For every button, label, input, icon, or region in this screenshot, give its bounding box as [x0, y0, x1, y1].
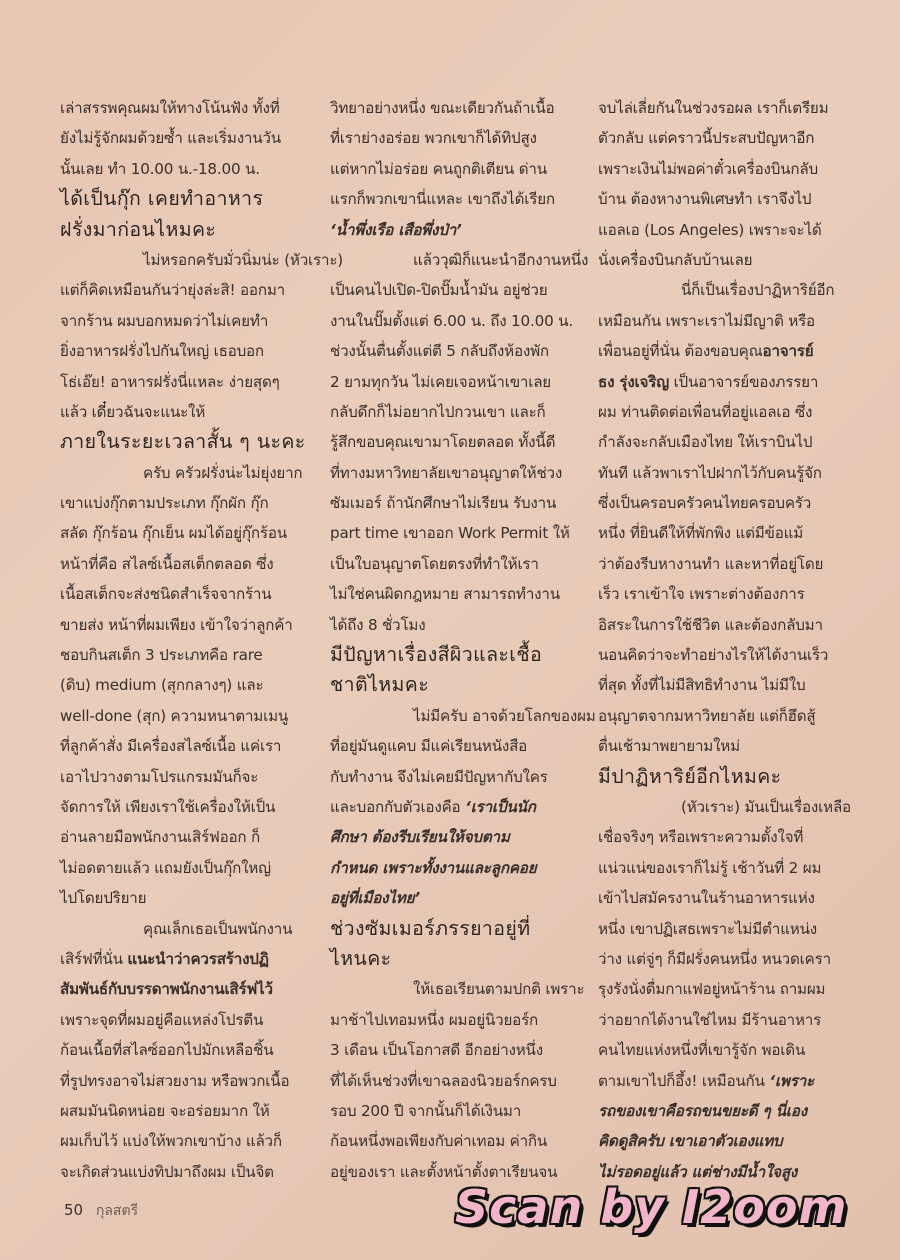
plain-text: รอบ 200 ปี จากนั้นก็ได้เงินมา: [330, 1101, 522, 1120]
body-text-line: [330, 397, 582, 427]
body-text-line: [330, 974, 585, 1004]
plain-text: วิทยาอย่างหนึ่ง ขณะเดียวกันถ้าเนื้อ: [330, 99, 555, 117]
plain-text: ที่สุด ทั้งที่ไม่มีสิทธิทำงาน ไม่มีใบ: [598, 676, 806, 695]
plain-text: well-done (สุก) ความหนาตามเมนู: [60, 706, 289, 725]
page-number: 50: [64, 1201, 84, 1219]
body-text-line: [60, 336, 312, 366]
plain-text: เนื้อสเต็กจะส่งชนิดสำเร็จจากร้าน: [60, 585, 272, 604]
plain-text: ตามเขาไปก็อึ้ง! เหมือนกัน: [598, 1071, 770, 1090]
body-text-line: [330, 1096, 582, 1126]
body-text-line: [60, 974, 312, 1004]
interview-question-line: มีปัญหาเรื่องสีผิวและเชื้อ: [330, 643, 543, 667]
bold-text: แนะนำว่าควรสร้างปฏิ: [127, 949, 269, 968]
body-text-line: [598, 792, 850, 822]
body-text-line: [60, 883, 312, 913]
interview-question-line: ช่วงซัมเมอร์ภรรยาอยู่ที่: [330, 916, 531, 940]
plain-text: ก้อนเนื้อที่สไลซ์ออกไปมักเหลือชิ้น: [60, 1041, 274, 1060]
body-text-line: [330, 93, 582, 123]
plain-text: รู้สึกขอบคุณเขามาโดยตลอด ทั้งนี้ดี: [330, 433, 556, 452]
body-text-line: [60, 93, 312, 123]
plain-text: ครับ ครัวฝรั่งน่ะไม่ยุ่งยาก: [143, 463, 303, 482]
body-text-line: [60, 1005, 312, 1035]
plain-text: อ่านลายมือพนักงานเสิร์ฟออก ก็: [60, 828, 261, 847]
body-text-line: [60, 397, 312, 427]
plain-text: ผสมมันนิดหน่อย จะอร่อยมาก ให้: [60, 1101, 270, 1120]
plain-text: เสิร์ฟที่นั่น: [60, 949, 128, 968]
body-text-line: [60, 822, 312, 852]
plain-text: ไปโดยปริยาย: [60, 889, 147, 908]
plain-text: 3 เดือน เป็นโอกาสดี อีกอย่างหนึ่ง: [330, 1041, 543, 1060]
body-text-line: [330, 215, 582, 245]
plain-text: เป็นคนไปเปิด-ปิดปั๊มน้ำมัน อยู่ช่วย: [330, 281, 548, 300]
plain-text: ขายส่ง หน้าที่ผมเพียง เข้าใจว่าลูกค้า: [60, 615, 293, 634]
bold-italic-quote: อยู่ที่เมืองไทย’: [330, 889, 420, 908]
body-text-line: [60, 914, 312, 944]
body-text-line: [60, 1096, 312, 1126]
bold-italic-quote: ศึกษา ต้องรีบเรียนให้จบตาม: [330, 828, 510, 847]
body-text-line: [330, 427, 582, 457]
plain-text: เป็นอาจารย์ของภรรยา: [668, 372, 819, 391]
interview-question-line: ได้เป็นกุ๊ก เคยทำอาหาร: [60, 187, 264, 211]
plain-text: ไม่มีครับ อาจด้วยโลกของผม: [413, 706, 596, 725]
plain-text: ยังไม่รู้จักผมด้วยซ้ำ และเริ่มงานวัน: [60, 129, 281, 148]
plain-text: จัดการให้ เพียงเราใช้เครื่องให้เป็น: [60, 797, 276, 816]
body-text-line: [598, 488, 850, 518]
body-text-line: [330, 154, 582, 184]
plain-text: ได้ถึง 8 ชั่วโมง: [330, 615, 426, 634]
interview-question-line: ภายในระยะเวลาสั้น ๆ นะคะ: [60, 430, 306, 454]
body-text-line: [598, 215, 850, 245]
body-text-line: [598, 822, 850, 852]
plain-text: บ้าน ต้องหางานพิเศษทำ เราจึงไป: [598, 190, 812, 209]
plain-text: แต่หากไม่อร่อย คนถูกติเตียน ด่าน: [330, 159, 547, 178]
body-text-line: [598, 367, 850, 397]
plain-text: นี่ก็เป็นเรื่องปาฏิหาริย์อีก: [681, 281, 835, 300]
plain-text: ทันที แล้วพาเราไปฝากไว้กับคนรู้จัก: [598, 463, 822, 482]
plain-text: ซัมเมอร์ ถ้านักศึกษาไม่เรียน รับงาน: [330, 494, 557, 513]
plain-text: จบไล่เลี่ยกันในช่วงรอผล เราก็เตรียม: [598, 99, 829, 117]
scan-watermark: Scan by I2oom: [455, 1180, 848, 1234]
plain-text: เหมือนกัน เพราะเราไม่มีญาติ หรือ: [598, 311, 815, 330]
plain-text: ไม่หรอกครับมั่วนิ่มน่ะ (หัวเราะ): [143, 250, 344, 269]
body-text-line: [60, 1157, 312, 1187]
bold-text: อาจารย์: [762, 342, 814, 361]
body-text-line: [330, 853, 582, 883]
plain-text: นอนคิดว่าจะทำอย่างไรให้ได้งานเร็ว: [598, 646, 829, 665]
body-text-line: [598, 914, 850, 944]
plain-text: ว่าต้องรีบหางานทำ และหาที่อยู่โดย: [598, 554, 824, 573]
plain-text: เพราะเงินไม่พอค่าตั๋วเครื่องบินกลับ: [598, 159, 818, 178]
body-text-line: [598, 336, 850, 366]
plain-text: นั่งเครื่องบินกลับบ้านเลย: [598, 250, 753, 269]
body-text-line: [330, 367, 582, 397]
body-text-line: [60, 306, 312, 336]
plain-text: ไม่อดตายแล้ว แถมยังเป็นกุ๊กใหญ่: [60, 858, 271, 877]
plain-text: คุณเล็กเธอเป็นพนักงาน: [143, 919, 293, 938]
plain-text: แรกก็พวกเขานี่แหละ เขาถึงได้เรียก: [330, 190, 555, 209]
bold-italic-quote: ‘เราเป็นนัก: [465, 797, 536, 816]
body-text-line: [60, 275, 312, 305]
plain-text: เพราะจุดที่ผมอยู่คือแหล่งโปรตีน: [60, 1010, 264, 1029]
body-text-line: [598, 731, 850, 761]
plain-text: แอลเอ (Los Angeles) เพราะจะได้: [598, 220, 822, 239]
body-text-line: [598, 1005, 850, 1035]
body-text-line: [60, 610, 312, 640]
body-text-line: [60, 245, 344, 275]
body-text-line: [60, 367, 312, 397]
body-text-line: [598, 306, 850, 336]
body-text-line: [330, 306, 582, 336]
body-text-line: [598, 974, 850, 1004]
plain-text: จะเกิดส่วนแบ่งทิปมาถึงผม เป็นจิต: [60, 1162, 274, 1181]
plain-text: part time เขาออก Work Permit ให้: [330, 524, 570, 543]
body-text-line: [330, 518, 582, 548]
body-text-line: [598, 123, 850, 153]
plain-text: ที่ลูกค้าสั่ง มีเครื่องสไลซ์เนื้อ แค่เรา: [60, 737, 282, 756]
plain-text: ผมเก็บไว้ แบ่งให้พวกเขาบ้าง แล้วก็: [60, 1132, 282, 1151]
body-text-line: [60, 1066, 312, 1096]
interview-question-line: ฝรั่งมาก่อนไหมคะ: [60, 217, 217, 241]
plain-text: หนึ่ง ที่ยินดีให้ที่พักพิง แต่มีข้อแม้: [598, 524, 804, 543]
body-text-line: [598, 518, 850, 548]
body-text-line: [60, 579, 312, 609]
body-text-line: [60, 640, 312, 670]
body-text-line: [60, 670, 312, 700]
plain-text: คนไทยแห่งหนึ่งที่เขารู้จัก พอเดิน: [598, 1041, 806, 1060]
body-text-line: [330, 1035, 582, 1065]
body-text-line: [60, 731, 312, 761]
body-text-line: [598, 1126, 850, 1156]
magazine-name: กุลสตรี: [95, 1203, 139, 1219]
plain-text: เขาแบ่งกุ๊กตามประเภท กุ๊กผัก กุ๊ก: [60, 494, 269, 513]
plain-text: ช่วงนั้นตื่นตั้งแต่ตี 5 กลับถึงห้องพัก: [330, 342, 549, 361]
bold-italic-quote: คิดดูสิครับ เขาเอาตัวเองแทบ: [598, 1132, 783, 1151]
bold-text: สัมพันธ์กับบรรดาพนักงานเสิร์ฟไว้: [60, 980, 273, 999]
plain-text: กำลังจะกลับเมืองไทย ให้เราบินไป: [598, 433, 813, 452]
body-text-line: [60, 762, 312, 792]
body-text-line: [60, 458, 312, 488]
text-column-2: [330, 93, 596, 1187]
body-text-line: [330, 275, 582, 305]
body-text-line: [60, 1126, 312, 1156]
interview-question-line: ไหนคะ: [330, 946, 392, 970]
body-text-line: [598, 549, 850, 579]
body-text-line: [60, 944, 312, 974]
body-text-line: [598, 944, 850, 974]
body-text-line: [60, 518, 312, 548]
plain-text: งานในปั๊มตั้งแต่ 6.00 น. ถึง 10.00 น.: [330, 311, 573, 330]
body-text-line: [330, 822, 582, 852]
body-text-line: [330, 762, 582, 792]
body-text-line: [330, 701, 596, 731]
body-text-line: [60, 701, 312, 731]
body-text-line: [330, 1005, 582, 1035]
plain-text: ที่ทางมหาวิทยาลัยเขาอนุญาตให้ช่วง: [330, 463, 563, 482]
plain-text: กลับดึกก็ไม่อยากไปกวนเขา และก็: [330, 402, 546, 421]
plain-text: เป็นใบอนุญาตโดยตรงที่ทำให้เรา: [330, 554, 539, 573]
body-text-line: [598, 640, 850, 670]
bold-italic-quote: ‘น้ำพึ่งเรือ เสือพึ่งป่า’: [330, 220, 462, 239]
plain-text: แล้ว เดี๋ยวฉันจะแนะให้: [60, 402, 206, 421]
plain-text: ว่าอยากได้งานใช่ไหม มีร้านอาหาร: [598, 1010, 822, 1029]
plain-text: สลัด กุ๊กร้อน กุ๊กเย็น ผมได้อยู่กุ๊กร้อน: [60, 524, 287, 543]
plain-text: (ดิบ) medium (สุกกลางๆ) และ: [60, 676, 264, 695]
bold-italic-quote: ไม่รอดอยู่แล้ว แต่ช่างมีน้ำใจสูง: [598, 1162, 798, 1181]
body-text-line: [598, 275, 850, 305]
body-text-line: [330, 731, 582, 761]
bold-italic-quote: รถของเขาคือรถขนขยะดี ๆ นี่เอง: [598, 1101, 807, 1120]
body-text-line: [60, 853, 312, 883]
body-text-line: [330, 123, 582, 153]
body-text-line: [598, 245, 850, 275]
plain-text: ที่ได้เห็นช่วงที่เขาฉลองนิวยอร์กครบ: [330, 1071, 557, 1090]
bold-text: ธง รุ่งเจริญ: [598, 372, 669, 391]
body-text-line: [330, 336, 582, 366]
plain-text: ผม ท่านติดต่อเพื่อนที่อยู่แอลเอ ซึ่ง: [598, 402, 813, 421]
interview-question-line: มีปาฏิหาริย์อีกไหมคะ: [598, 764, 782, 788]
plain-text: ไม่ใช่คนผิดกฎหมาย สามารถทำงาน: [330, 585, 560, 604]
body-text-line: [60, 549, 312, 579]
plain-text: ก้อนหนึ่งพอเพียงกับค่าเทอม ค่ากิน: [330, 1132, 548, 1151]
body-text-line: [598, 1035, 850, 1065]
body-text-line: [60, 792, 312, 822]
plain-text: หน้าที่คือ สไลซ์เนื้อสเต็กตลอด ซึ่ง: [60, 554, 274, 573]
plain-text: อนุญาตจากมหาวิทยาลัย แต่ก็ฮึดสู้: [598, 706, 816, 725]
plain-text: เล่าสรรพคุณผมให้ทางโน้นฟัง ทั้งที่: [60, 99, 280, 117]
plain-text: แล้ววุฒิก็แนะนำอีกงานหนึ่ง: [413, 250, 589, 269]
plain-text: เอาไปวางตามโปรแกรมมันก็จะ: [60, 767, 259, 786]
body-text-line: [330, 610, 582, 640]
interview-question-line: ชาติไหมคะ: [330, 673, 430, 697]
body-text-line: [330, 458, 582, 488]
body-text-line: [598, 701, 850, 731]
plain-text: แต่ก็คิดเหมือนกันว่ายุ่งล่ะสิ! ออกมา: [60, 281, 285, 300]
body-text-line: [598, 184, 850, 214]
body-text-line: [598, 853, 850, 883]
bold-italic-quote: กำหนด เพราะทั้งงานและลูกคอย: [330, 858, 537, 877]
plain-text: เพื่อนอยู่ที่นั่น ต้องขอบคุณ: [598, 342, 763, 361]
body-text-line: [60, 123, 312, 153]
plain-text: และบอกกับตัวเองคือ: [330, 797, 466, 816]
body-text-line: [598, 1096, 850, 1126]
body-text-line: [330, 883, 582, 913]
body-text-line: [60, 154, 312, 184]
plain-text: ให้เธอเรียนตามปกติ เพราะ: [413, 980, 585, 999]
plain-text: ที่อยู่มันดูแคบ มีแค่เรียนหนังสือ: [330, 737, 528, 756]
body-text-line: [330, 792, 582, 822]
body-text-line: [330, 1126, 582, 1156]
body-text-line: [330, 549, 582, 579]
text-column-1: [60, 93, 344, 1187]
body-text-line: [60, 488, 312, 518]
plain-text: (หัวเราะ) มันเป็นเรื่องเหลือ: [681, 797, 851, 816]
plain-text: หนึ่ง เขาปฏิเสธเพราะไม่มีตำแหน่ง: [598, 919, 818, 938]
plain-text: 2 ยามทุกวัน ไม่เคยเจอหน้าเขาเลย: [330, 372, 552, 391]
plain-text: ที่เราย่างอร่อย พวกเขาก็ได้ทิปสูง: [330, 129, 537, 148]
plain-text: อยู่ของเรา และตั้งหน้าตั้งตาเรียนจน: [330, 1162, 558, 1181]
plain-text: โธ่เอ๊ย! อาหารฝรั่งนี่แหละ ง่ายสุดๆ: [60, 372, 280, 391]
body-text-line: [330, 579, 582, 609]
plain-text: ว่าง แต่จู่ๆ ก็มีฝรั่งคนหนึ่ง หนวดเครา: [598, 949, 831, 968]
body-text-line: [330, 184, 582, 214]
plain-text: ชอบกินสเต็ก 3 ประเภทคือ rare: [60, 646, 263, 665]
body-text-line: [598, 93, 850, 123]
body-text-line: [598, 883, 850, 913]
body-text-line: [598, 427, 850, 457]
plain-text: เข้าไปสมัครงานในร้านอาหารแห่ง: [598, 889, 815, 908]
plain-text: ตัวกลับ แต่คราวนี้ประสบปัญหาอีก: [598, 129, 815, 148]
body-text-line: [598, 1066, 850, 1096]
body-text-line: [330, 488, 582, 518]
body-text-line: [598, 397, 850, 427]
plain-text: ตื่นเช้ามาพยายามใหม่: [598, 737, 740, 756]
bold-italic-quote: ‘เพราะ: [769, 1071, 814, 1090]
page-footer: [64, 1200, 138, 1222]
body-text-line: [330, 1066, 582, 1096]
plain-text: มาช้าไปเทอมหนึ่ง ผมอยู่นิวยอร์ก: [330, 1010, 539, 1029]
body-text-line: [598, 670, 850, 700]
plain-text: กับทำงาน จึงไม่เคยมีปัญหากับใคร: [330, 767, 548, 786]
body-text-line: [330, 245, 589, 275]
plain-text: รุงรังนั่งดื่มกาแฟอยู่หน้าร้าน ถามผม: [598, 980, 826, 999]
plain-text: จากร้าน ผมบอกหมดว่าไม่เคยทำ: [60, 311, 269, 330]
body-text-line: [598, 610, 850, 640]
plain-text: เร็ว เราเข้าใจ เพราะต่างต้องการ: [598, 585, 805, 604]
plain-text: ที่รูปทรงอาจไม่สวยงาม หรือพวกเนื้อ: [60, 1071, 290, 1090]
text-column-3: [598, 93, 850, 1187]
plain-text: ซึ่งเป็นครอบครัวคนไทยครอบครัว: [598, 494, 812, 513]
body-text-line: [598, 579, 850, 609]
plain-text: นั้นเลย ทำ 10.00 น.-18.00 น.: [60, 159, 260, 178]
plain-text: แน่วแน่ของเราก็ไม่รู้ เช้าวันที่ 2 ผม: [598, 858, 822, 877]
body-text-line: [598, 154, 850, 184]
body-text-line: [598, 458, 850, 488]
plain-text: อิสระในการใช้ชีวิต และต้องกลับมา: [598, 615, 823, 634]
plain-text: เชื่อจริงๆ หรือเพราะความตั้งใจที่: [598, 828, 804, 847]
body-text-line: [60, 1035, 312, 1065]
plain-text: ยิ่งอาหารฝรั่งไปกันใหญ่ เธอบอก: [60, 342, 264, 361]
